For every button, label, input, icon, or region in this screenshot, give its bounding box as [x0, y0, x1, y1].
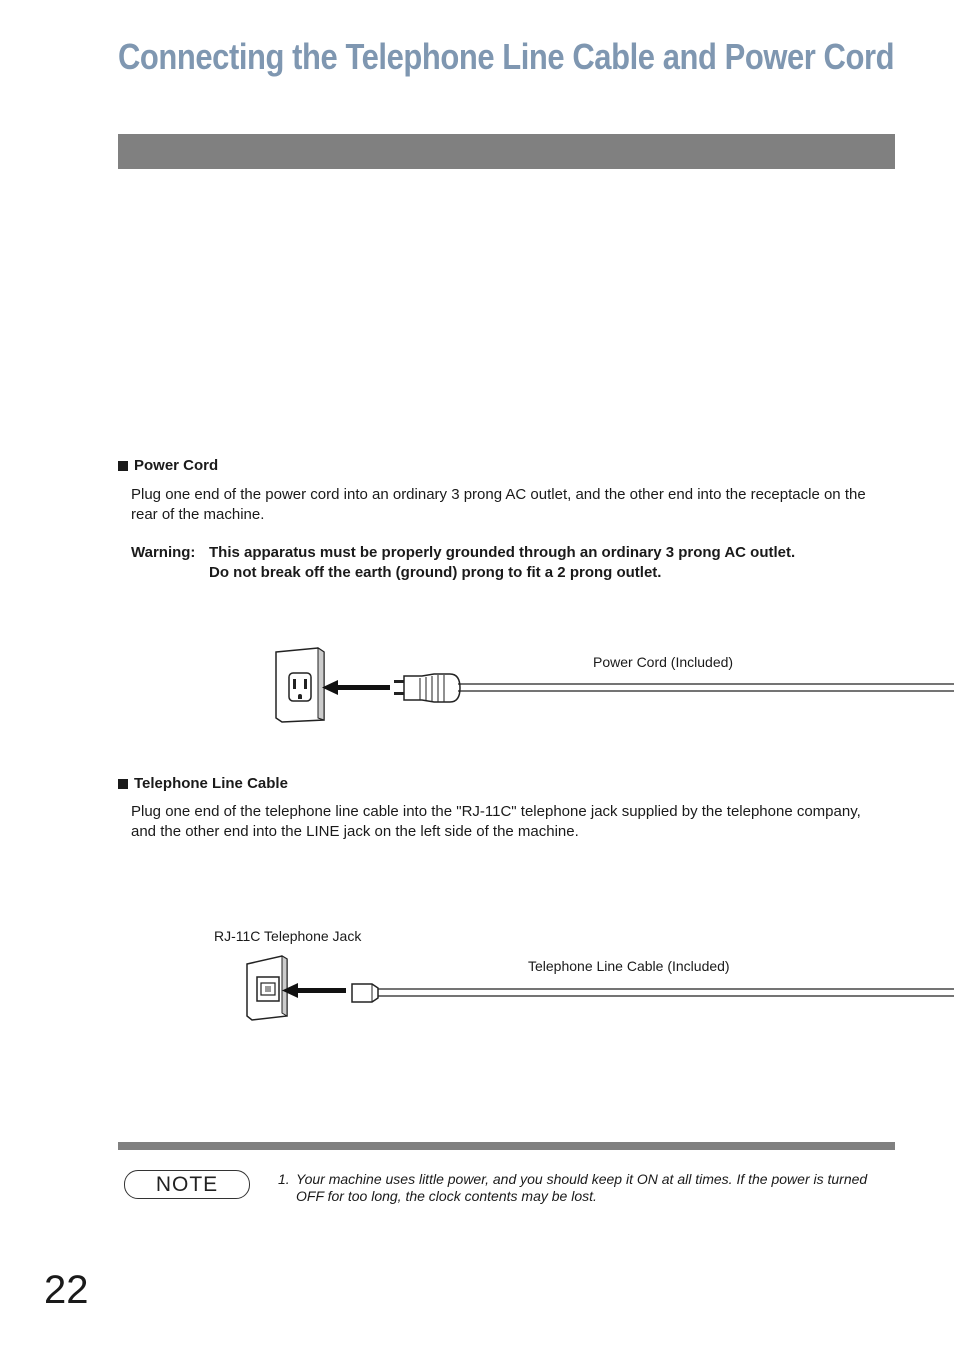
power-cord-caption: Power Cord (Included) [593, 654, 734, 670]
page-title: Connecting the Telephone Line Cable and Power Cord [118, 36, 895, 77]
telephone-line-instructions: Plug one end of the telephone line cable into the "RJ-11C" telephone jack supplied by the telephone company, and the other end into the LINE jack on the left side of the machine. [131, 803, 861, 840]
telephone-cable-caption: Telephone Line Cable (Included) [528, 958, 730, 974]
insert-arrow-icon [282, 983, 346, 998]
power-cord-heading [118, 457, 218, 474]
warning-line-2: Do not break off the earth (ground) prong to fit a 2 prong outlet. [209, 564, 662, 581]
ac-outlet-icon [276, 648, 324, 722]
warning-label: Warning: [131, 544, 196, 561]
note-divider-bar [118, 1142, 895, 1150]
modular-plug-icon [352, 984, 378, 1002]
note-item-text: Your machine uses little power, and you should keep it ON at all times. If the power is turned OFF for too long, the clock contents may be lost. [296, 1171, 868, 1204]
telephone-cable-illustration [240, 950, 954, 1025]
rj11c-jack-caption: RJ-11C Telephone Jack [214, 928, 362, 944]
telephone-line-heading [118, 775, 288, 792]
power-plug-icon [394, 674, 460, 702]
insert-arrow-icon [322, 680, 390, 695]
note-item-number: 1. [278, 1171, 290, 1187]
power-cord-instructions: Plug one end of the power cord into an ordinary 3 prong AC outlet, and the other end into the receptacle on the rear of the machine. [131, 486, 866, 523]
warning-line-1: This apparatus must be properly grounded through an ordinary 3 prong AC outlet. [209, 544, 796, 561]
square-bullet-icon [118, 461, 128, 471]
telephone-cable-line [378, 989, 954, 996]
note-item [278, 1171, 898, 1205]
header-divider-bar [118, 134, 895, 169]
power-cord-line [458, 684, 954, 691]
power-cord-heading-text: Power Cord [134, 457, 219, 474]
telephone-line-heading-text: Telephone Line Cable [134, 775, 288, 792]
square-bullet-icon [118, 779, 128, 789]
page-number: 22 [44, 1268, 89, 1312]
power-cord-warning [131, 543, 896, 583]
telephone-jack-icon [247, 956, 287, 1020]
note-badge: NOTE [124, 1170, 250, 1199]
